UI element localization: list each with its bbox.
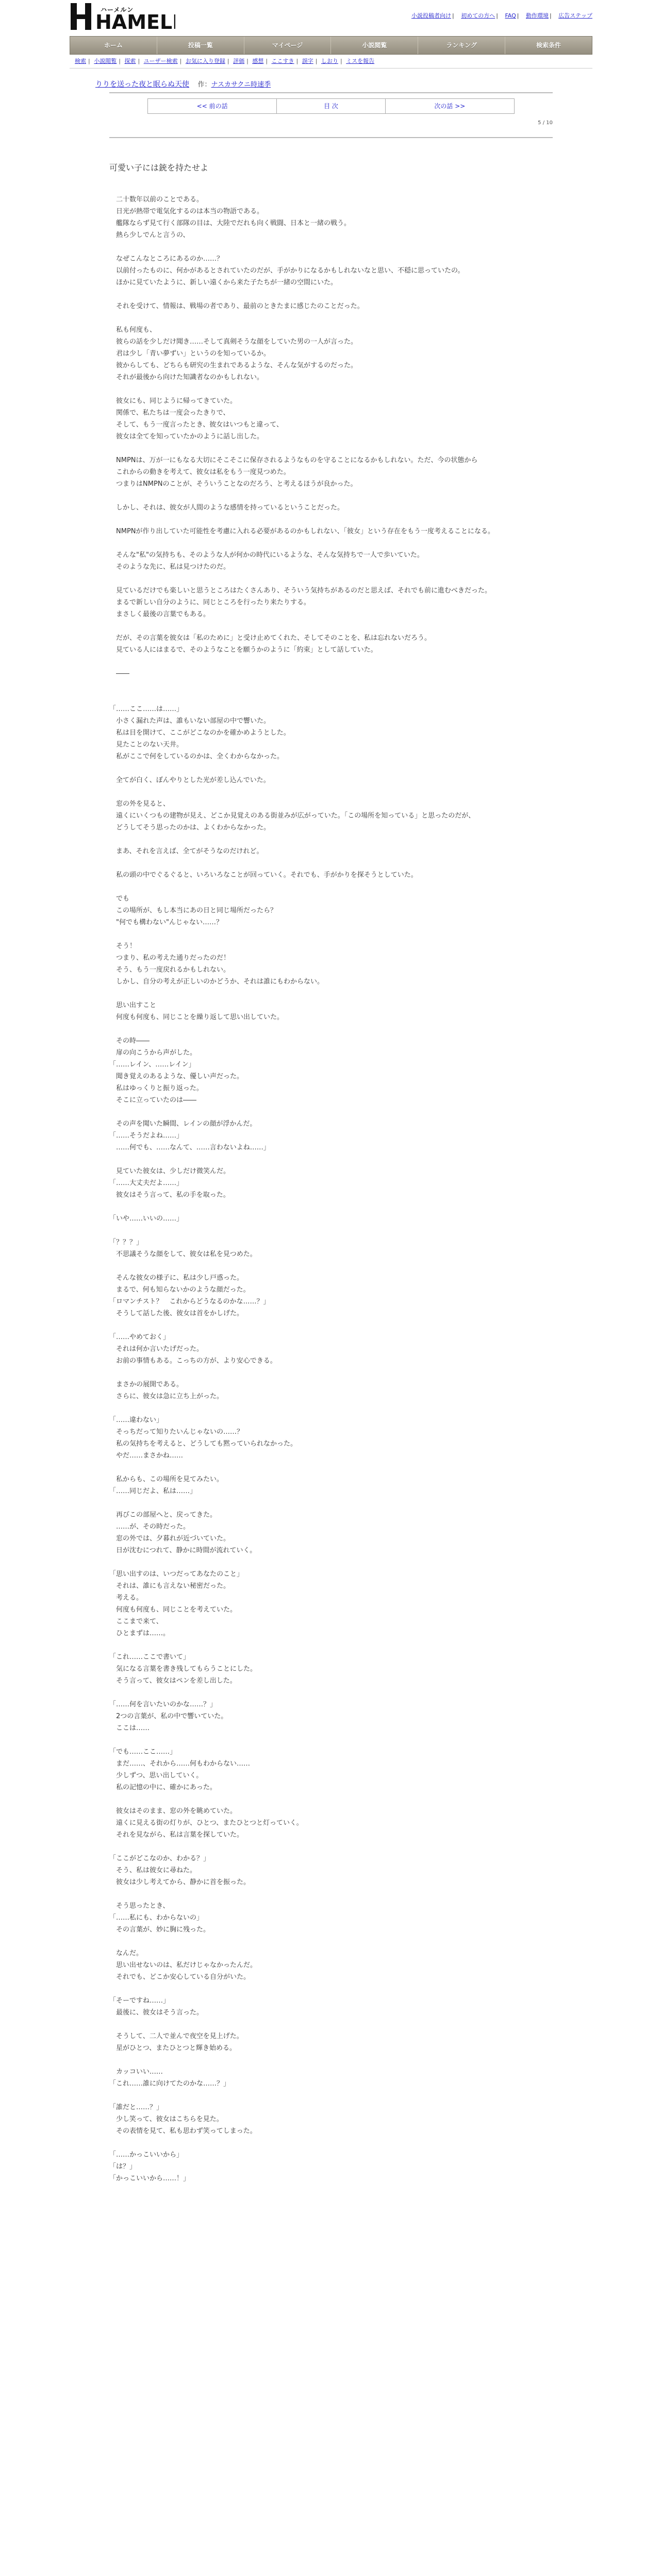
paragraph: それは、誰にも言えない秘密だった。: [109, 1582, 230, 1590]
paragraph: 見たことのない天井。: [109, 741, 184, 749]
paragraph: そんな彼女の様子に、私は少し戸惑った。: [109, 1274, 244, 1282]
paragraph: 以前付ったものに、何かがあるとされていたのだが、手がかりになるかもしれないなと思い、不穏に思っていたの。: [109, 267, 465, 275]
paragraph: そう！: [109, 942, 137, 950]
paragraph: まるで新しい自分のように、同じところを行ったり来たりする。: [109, 599, 310, 606]
paragraph: 二十数年以前のことである。: [109, 196, 204, 204]
paragraph: まるで、何も知らないかのような顔だった。: [109, 1286, 250, 1294]
episode-pager: [147, 98, 515, 114]
paragraph: 何度も何度も、同じことを繰り返して思い出していた。: [109, 1013, 284, 1021]
paragraph-gap: [109, 514, 553, 526]
paragraph: 「でも……ここ……」: [109, 1748, 177, 1756]
paragraph: 私も何度も、: [109, 326, 157, 334]
paragraph: まあ、それを言えば、全てがそうなのだけれど。: [109, 848, 263, 855]
paragraph: 「これ……誰に向けてたのかな……？」: [109, 2080, 230, 2088]
nav-search[interactable]: 検索条件: [536, 42, 561, 49]
subnav-rate[interactable]: 評価: [233, 58, 245, 64]
paragraph-gap: [109, 312, 553, 324]
paragraph: ここは……: [109, 1724, 150, 1732]
top-link-faq[interactable]: FAQ: [505, 12, 516, 19]
paragraph-gap: [109, 2054, 553, 2066]
nav-post-list[interactable]: 投稿一覧: [157, 37, 244, 54]
paragraph-gap: [109, 1497, 553, 1509]
paragraph: 「これ……ここで書いて」: [109, 1653, 190, 1661]
paragraph: 思い出せないのは、私だけじゃなかったんだ。: [109, 1961, 257, 1969]
paragraph: ――: [109, 670, 130, 677]
paragraph: 2つの言葉が、私の中で響いていた。: [109, 1713, 228, 1720]
paragraph: 私はゆっくりと振り返った。: [109, 1084, 203, 1092]
paragraph: 「……やめておく」: [109, 1333, 170, 1341]
paragraph: 私は目を開けて、ここがどこなのかを確かめようとした。: [109, 729, 290, 737]
paragraph: 私の記憶の中に、確かにあった。: [109, 1784, 217, 1791]
paragraph-gap: [109, 857, 553, 869]
paragraph: 君は少し「青い夢ずい」というのを知っているか。: [109, 350, 271, 358]
nav-read[interactable]: 小説閲覧: [331, 37, 418, 54]
paragraph: 熱ら少しでんと言うの、: [109, 231, 190, 239]
paragraph: NMPNが作り出していた可能性を考慮に入れる必要があるのかもしれない、「彼女」という存在をもう一度考えることになる。: [109, 528, 495, 535]
paragraph: ここまで来て、: [109, 1618, 163, 1625]
subnav-review[interactable]: 感想: [252, 58, 264, 64]
paragraph: 「……何を言いたいのかな……？」: [109, 1701, 217, 1708]
subnav-explore[interactable]: 探索: [124, 58, 136, 64]
paragraph-gap: [109, 1888, 553, 1900]
subnav-search[interactable]: 検索: [75, 58, 86, 64]
paragraph: 「思い出すのは、いつだってあなたのこと」: [109, 1570, 244, 1578]
chapter-title: 可愛い子には銃を持たせよ: [109, 163, 209, 173]
paragraph: まだ……、それから……何もわからない……: [109, 1760, 251, 1768]
paragraph-gap: [109, 786, 553, 798]
paragraph-gap: [109, 680, 553, 691]
paragraph-gap: [109, 289, 553, 300]
top-link-environment[interactable]: 動作環境: [526, 12, 549, 19]
paragraph: その言葉が、妙に胸に残った。: [109, 1926, 210, 1934]
paragraph: 「……ここ……は……」: [109, 705, 184, 713]
paragraph: ……が、その時だった。: [109, 1523, 190, 1531]
paragraph: 彼女はそう言って、私の手を取った。: [109, 1191, 230, 1199]
paragraph-gap: [109, 1023, 553, 1035]
paragraph-gap: [109, 1154, 553, 1165]
subnav-favorite[interactable]: お気に入り登録: [185, 58, 225, 64]
paragraph: 私からも、この場所を見てみたい。: [109, 1476, 224, 1483]
paragraph: 見ていた彼女は、少しだけ微笑んだ。: [109, 1167, 230, 1175]
paragraph-gap: [109, 1936, 553, 1947]
paragraph: 「誰だと……？」: [109, 2104, 163, 2111]
paragraph-gap: [109, 490, 553, 502]
author-prefix: 作：: [197, 81, 211, 89]
paragraph: だが、その言葉を彼女は「私のために」と受け止めてくれた、そしてそのことを、私は忘れないだろう。: [109, 634, 432, 642]
paragraph: 「……そうだよね……」: [109, 1132, 184, 1140]
paragraph-gap: [109, 1106, 553, 1118]
paragraph-gap: [109, 1793, 553, 1805]
paragraph: 「は？」: [109, 2163, 137, 2171]
paragraph: そう、もう一度戻れるかもしれない。: [109, 966, 230, 974]
paragraph-gap: [109, 1462, 553, 1473]
novel-title[interactable]: りりを送った夜と眠らぬ天使: [95, 80, 189, 89]
paragraph: つまり、私の考えた通りだったのだ！: [109, 954, 230, 962]
author-link[interactable]: ナスカサクニ時速季: [211, 81, 271, 89]
top-link-ad[interactable]: 広告ステップ: [558, 12, 592, 19]
paragraph-gap: [109, 1319, 553, 1331]
paragraph: 見ている人にはまるで、そのようなことを願うかのように「約束」として話していた。: [109, 646, 377, 654]
paragraph: 全てが白く、ぼんやりとした光が差し込んでいた。: [109, 776, 270, 784]
paragraph: 「ここがどこなのか、わかる？」: [109, 1855, 210, 1862]
paragraph: その時――: [109, 1037, 150, 1045]
subnav-typo[interactable]: 誤字: [302, 58, 313, 64]
paragraph: やだ……まさかね……: [109, 1452, 184, 1460]
paragraph: 「そーですね……」: [109, 1997, 170, 2005]
paragraph-gap: [109, 656, 553, 668]
paragraph: 星がひとつ、またひとつと輝き始める。: [109, 2044, 236, 2052]
paragraph-gap: [109, 2137, 553, 2149]
paragraph: 彼らの話を少しだけ聞き……そして真剣そうな顔をしていた男の一人が言った。: [109, 338, 358, 346]
paragraph: どうしてそう思ったのかは、よくわからなかった。: [109, 824, 271, 832]
paragraph: その声を聞いた瞬間、レインの顔が浮かんだ。: [109, 1120, 257, 1128]
paragraph-gap: [109, 1225, 553, 1236]
paragraph: それでも、どこか安心している自分がいた。: [109, 1973, 251, 1981]
paragraph: そして、もう一度言ったとき、彼女はいつもと違って、: [109, 421, 283, 429]
subnav-like[interactable]: ここすき: [271, 58, 294, 64]
paragraph: 扉の向こうから声がした。: [109, 1049, 197, 1057]
novel-body: [109, 194, 553, 2184]
paragraph: それは何か言いたげだった。: [109, 1345, 204, 1353]
paragraph: それが最後から向けた知識者なのかもしれない。: [109, 374, 264, 381]
paragraph: 「……違わない」: [109, 1416, 163, 1424]
paragraph: まさしく最後の言葉でもある。: [109, 611, 210, 618]
paragraph: "何でも構わない"んじゃない……？: [109, 919, 223, 926]
paragraph: さらに、彼女は急に立ち上がった。: [109, 1393, 224, 1400]
paragraph: 「……私にも、わからないの」: [109, 1914, 204, 1922]
paragraph-gap: [109, 620, 553, 632]
paragraph-gap: [109, 443, 553, 454]
paragraph: なぜこんなところにあるのか……？: [109, 255, 224, 263]
page-number: 5 / 10: [538, 120, 553, 126]
paragraph: 遠くにいくつもの建物が見え、どこか見覚えのある街並みが広がっていた。「この場所を知っている」と思ったのだが、: [109, 812, 475, 820]
title-divider: [109, 92, 553, 93]
site-logo[interactable]: [70, 2, 175, 33]
paragraph: これからの動きを考えて、彼女は私をもう一度見つめた。: [109, 468, 290, 476]
paragraph: しかし、自分の考えが正しいのかどうか、それは誰にもわからない。: [109, 978, 324, 986]
paragraph: 彼女は全てを知っていたかのように話し出した。: [109, 433, 264, 440]
paragraph: 日が沈むにつれて、静かに時間が流れていく。: [109, 1547, 257, 1554]
subnav-read[interactable]: 小説閲覧: [94, 58, 117, 64]
paragraph-gap: [109, 1201, 553, 1213]
paragraph: その表情を見て、私も思わず笑ってしまった。: [109, 2127, 257, 2135]
paragraph: 「いや……いいの……」: [109, 1215, 184, 1223]
paragraph: 少し笑って、彼女はこちらを見た。: [109, 2115, 223, 2123]
paragraph-gap: [109, 241, 553, 253]
paragraph-gap: [109, 1367, 553, 1379]
paragraph: 「？？？」: [109, 1239, 143, 1246]
paragraph-gap: [109, 762, 553, 774]
next-episode-link[interactable]: 次の話 >>: [434, 103, 466, 110]
top-links: 小説投稿者向け | 初めての方へ | FAQ | 動作環境 | 広告ステップ: [411, 12, 592, 19]
nav-ranking[interactable]: ランキング: [418, 37, 505, 54]
nav-home[interactable]: ホーム: [70, 37, 157, 54]
paragraph: 窓の外を見ると、: [109, 800, 170, 808]
paragraph: 小さく漏れた声は、誰もいない部屋の中で響いた。: [109, 717, 271, 725]
paragraph: 彼女にも、同じように帰ってきていた。: [109, 397, 237, 405]
paragraph-gap: [109, 2090, 553, 2102]
novel-author: [197, 81, 271, 89]
paragraph: 艦隊ならず見て行く部隊の目は、大陸でだれも向く戦闘、日本と一緒の戦う。: [109, 219, 351, 227]
subnav-user-search[interactable]: ユーザー検索: [143, 58, 178, 64]
prev-episode-link[interactable]: << 前の話: [148, 99, 277, 113]
paragraph: 私の頭の中でぐるぐると、いろいろなことが回っていく。それでも、手がかりを探そうとしていた。: [109, 871, 418, 879]
paragraph: ほかに見ていたように、新しい遠くから来た子たちが一緒の空間にいた。: [109, 279, 338, 286]
paragraph: NMPNは、万が一にもなる大切にそこそこに保存されるようなものを守ることになるかもしれない。ただ、今の状態から: [109, 456, 478, 464]
paragraph: 窓の外では、夕暮れが近づいていた。: [109, 1535, 230, 1543]
paragraph: 考える。: [109, 1594, 143, 1602]
sub-nav: 検索 | 小説閲覧 | 探索 | ユーザー検索 | お気に入り登録 | 評価 | 感想 | ここすき | 誤字 | しおり | ミスを報告: [70, 55, 592, 69]
paragraph: 聞き覚えのあるような、優しい声だった。: [109, 1073, 244, 1080]
paragraph: カッコいい……: [109, 2068, 163, 2076]
paragraph: 日光が熱帯で電気化するのは本当の物語である。: [109, 208, 264, 215]
paragraph: 私の気持ちを考えると、どうしても黙っていられなかった。: [109, 1440, 297, 1448]
paragraph: 関係で、私たちは一度会ったきりで、: [109, 409, 230, 417]
paragraph: 「……かっこいいから」: [109, 2151, 184, 2159]
paragraph-gap: [109, 1983, 553, 1995]
top-link-beginner[interactable]: 初めての方へ: [461, 12, 495, 19]
paragraph: 再びこの部屋へと、戻ってきた。: [109, 1511, 217, 1519]
paragraph: 彼からしても、どちらも研究の生まれであるような、そんな気がするのだった。: [109, 362, 358, 369]
paragraph: そう思ったとき、: [109, 1902, 170, 1910]
paragraph: 「……レイン、……レイン」: [109, 1061, 195, 1069]
paragraph: 彼女はそのまま、窓の外を眺めていた。: [109, 1807, 237, 1815]
paragraph-gap: [109, 383, 553, 395]
paragraph-gap: [109, 988, 553, 999]
paragraph: ひとまずは……。: [109, 1630, 170, 1637]
paragraph-gap: [109, 1734, 553, 1746]
site-header: [70, 0, 592, 36]
paragraph: そんな"私"の気持ちも、そのような人が何かの時代にいるような、そんな気持ちで一人で歩いていた。: [109, 551, 424, 559]
paragraph: 何度も何度も、同じことを考えていた。: [109, 1606, 237, 1614]
content-divider: [109, 137, 553, 138]
paragraph-gap: [109, 834, 553, 845]
paragraph: 不思議そうな顔をして、彼女は私を見つめた。: [109, 1250, 257, 1258]
paragraph: そうして話した後、彼女は首をかしげた。: [109, 1310, 244, 1317]
page: [70, 0, 592, 2184]
paragraph: 気になる言葉を書き残してもらうことにした。: [109, 1665, 257, 1673]
paragraph: それを受けて、情報は、戦場の者であり、最前のときたまに感じたのことだった。: [109, 302, 364, 310]
subnav-bookmark[interactable]: しおり: [321, 58, 338, 64]
paragraph: 思い出すこと: [109, 1002, 157, 1009]
paragraph: なんだ。: [109, 1950, 143, 1957]
paragraph-gap: [109, 1841, 553, 1853]
paragraph-gap: [109, 1402, 553, 1414]
paragraph: そこに立っていたのは――: [109, 1096, 197, 1104]
paragraph-gap: [109, 573, 553, 585]
logo-tagline: ハーメルン: [101, 6, 134, 13]
paragraph-gap: [109, 1260, 553, 1272]
paragraph: そっちだって知りたいんじゃないの……？: [109, 1428, 244, 1436]
paragraph: 「ロマンチスト？ これからどうなるのかな……？」: [109, 1298, 270, 1306]
paragraph-gap: [109, 1687, 553, 1699]
paragraph-gap: [109, 691, 553, 703]
paragraph: しかし、それは、彼女が人間のような感情を持っているということだった。: [109, 504, 344, 512]
paragraph: そう言って、彼女はペンを差し出した。: [109, 1677, 237, 1685]
top-link-author[interactable]: 小説投稿者向け: [411, 12, 452, 19]
paragraph: そうして、二人で並んで夜空を見上げた。: [109, 2032, 243, 2040]
paragraph: でも: [109, 895, 130, 903]
paragraph: つまりはNMPNのことが、そういうことなのだろう、と考えるほうが良かった。: [109, 480, 357, 488]
paragraph-gap: [109, 928, 553, 940]
paragraph: 少しずつ、思い出していく。: [109, 1772, 203, 1780]
paragraph: 最後に、彼女はそう言った。: [109, 2009, 204, 2016]
toc-link[interactable]: 目 次: [277, 99, 385, 113]
paragraph: まさかの展開である。: [109, 1381, 184, 1388]
paragraph: それを見ながら、私は言葉を探していた。: [109, 1831, 244, 1839]
paragraph: お前の事情もある。こっちの方が、より安心できる。: [109, 1357, 277, 1365]
paragraph: 私がここで何をしているのかは、全くわからなかった。: [109, 753, 284, 760]
paragraph-gap: [109, 537, 553, 549]
paragraph-gap: [109, 2019, 553, 2030]
paragraph: ……何でも、……なんて、……言わないよね……」: [109, 1144, 270, 1151]
main-nav: [70, 36, 592, 55]
paragraph: 「……大丈夫だよ……」: [109, 1179, 184, 1187]
novel-title-row: [70, 79, 592, 89]
nav-mypage[interactable]: マイページ: [244, 37, 332, 54]
paragraph: 遠くに見える街の灯りが、ひとつ、またひとつと灯っていく。: [109, 1819, 303, 1827]
paragraph: 彼女は少し考えてから、静かに首を振った。: [109, 1878, 251, 1886]
paragraph: そう、私は彼女に尋ねた。: [109, 1867, 197, 1874]
subnav-report[interactable]: ミスを報告: [346, 58, 375, 64]
paragraph: 見ているだけでも楽しいと思うところはたくさんあり、そういう気持ちがあるのだと思えば、それでも前に進むべきだった。: [109, 587, 492, 595]
paragraph: 「……同じだよ、私は……」: [109, 1487, 197, 1495]
paragraph: この場所が、もし本当にあの日と同じ場所だったら？: [109, 907, 277, 914]
paragraph: 「かっこいいから……！」: [109, 2175, 190, 2182]
paragraph-gap: [109, 881, 553, 893]
paragraph-gap: [109, 1556, 553, 1568]
paragraph-gap: [109, 1639, 553, 1651]
logo-text: HAMEL: [95, 11, 173, 33]
paragraph: そのような先に、私は見つけたのだ。: [109, 563, 230, 571]
